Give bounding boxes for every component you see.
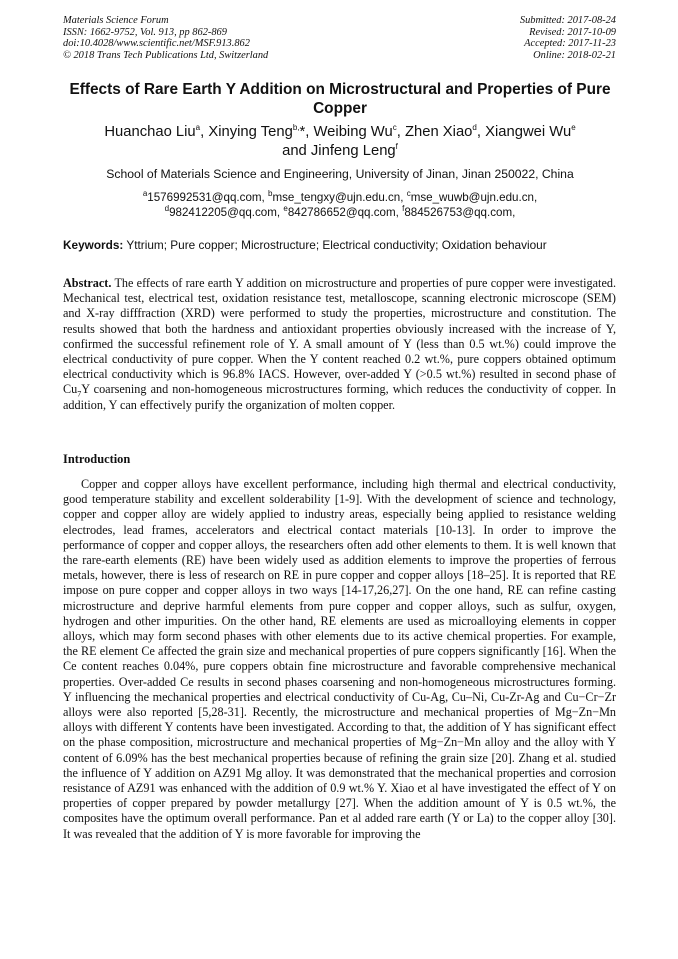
author-affil-mark: d: [472, 123, 477, 133]
author-separator: ,: [200, 124, 209, 140]
author-affil-mark: b,: [292, 123, 300, 133]
paper-title: Effects of Rare Earth Y Addition on Microstructural and Properties of Pure Copper: [69, 81, 611, 117]
email-address: 982412205@qq.com,: [169, 206, 284, 219]
keywords-label: Keywords:: [63, 238, 124, 252]
formula-subscript: 7: [77, 389, 82, 399]
keywords-text: Yttrium; Pure copper; Microstructure; Electrical conductivity; Oxidation behaviour: [123, 238, 547, 252]
abstract: [63, 276, 616, 413]
email-address: mse_tengxy@ujn.edu.cn,: [272, 191, 407, 204]
publication-dates: [396, 15, 616, 61]
abstract-text-continued: Y coarsening and non-homogeneous microstructures forming, which reduces the conductivity of copper. In addition, Y can effectively purify the organization of molten copper.: [63, 382, 616, 412]
abstract-text: The effects of rare earth Y addition on microstructure and properties of pure copper were investigated. Mechanical test, electrical test, oxidation resistance test, metalloscope, scanning electronic microscope (SEM) and X-ray difffraction (XRD) were performed to study the properties, microstructure and constitution. The results showed that both the hardness and antioxidant properties obviously increased with the increase of Y, confirmed the successful refinement role of Y. A small amount of Y (less than 0.5 wt.%) could improve the electrical conductivity of pure copper. When the Y content reached 0.2 wt.%, pure coppers obtained optimum electrical conductivity which is 96.8% IACS. However, over-added Y (>0.5 wt.%) resulted in second phase of Cu: [63, 276, 616, 397]
author-affil-mark: c: [392, 123, 397, 133]
online-date: Online: 2018-02-21: [533, 49, 616, 61]
introduction-heading: Introduction: [63, 452, 131, 466]
doi-line: doi:10.4028/www.scientific.net/MSF.913.862: [63, 38, 250, 50]
author-name: Xiangwei Wu: [485, 124, 572, 140]
keywords-line: [63, 238, 616, 253]
introduction-paragraph: Copper and copper alloys have excellent performance, including high thermal and electrical conductivity, good temperature stability and excellent solderability [1-9]. With the development of science and technology, copper and copper alloy are widely applied to industry areas, especially being applied to resistance welding electrodes, lead frames, accelerators and electrical contact materials [10-13]. In order to improve the performance of copper and copper alloys, the researchers often add other elements to them. It is well known that the rare-earth elements (RE) have been widely used as addition elements to improve the properties of ferrous metals, however, there is less of research on RE in pure copper and copper alloys [18–25]. It is reported that RE impose on pure copper and copper alloys in two ways [14-17,26,27]. On the one hand, RE can refine casting microstructure and deprive harmful elements from pure copper and copper alloys, such as sulfur, oxygen, hydrogen and other impurities. On the other hand, RE elements are used as microalloying elements in copper alloys, which may form second phases with other elements due to its active chemical properties. For example, the RE element Ce affected the grain size and mechanical properties of pure coppers significantly [16]. When the Ce content reaches 0.04%, pure coppers obtain fine microstructure and favorable comprehensive mechanical properties. Over-added Ce results in second phases coarsening and non-homogeneous microstructures forming. Y influencing the mechanical properties and electrical conductivity of Cu-Ag, Cu–Ni, Cu-Zr-Ag and Cu−Cr−Zr alloys were also reported [5,28-31]. Recently, the microstructure and mechanical properties of Mg−Zn−Mn alloys with different Y contents have been investigated. According to that, the addition of Y has significant effect on the phase composition, microstructure and mechanical properties of Mg−Zn−Mn alloy and the alloy with Y content of 6.09% has the best mechanical properties because of refining the grain size [20]. Zhang et al. studied the influence of Y addition on AZ91 Mg alloy. It was demonstrated that the mechanical properties and corrosion resistance of AZ91 was enhanced with the addition of 0.9 wt.% Y. Xiao et al have investigated the effect of Y on properties of copper prepared by powder metallurgy [27]. When the addition amount of Y is 0.5 wt.%, the composites have the optimum overall performance. Pan et al added rare earth (Y or La) to the copper alloy [30]. It was revealed that the addition of Y is more favorable for improving the: [63, 477, 616, 841]
author-separator: *,: [299, 124, 314, 140]
email-mark: d: [164, 204, 170, 214]
revised-date: Revised: 2017-10-09: [529, 26, 616, 38]
journal-name: Materials Science Forum: [63, 15, 169, 26]
email-mark: c: [406, 189, 411, 199]
author-affil-mark: a: [195, 123, 201, 133]
abstract-label: Abstract.: [63, 276, 112, 290]
email-address: mse_wuwb@ujn.edu.cn,: [410, 191, 538, 204]
author-affil-mark: e: [571, 123, 576, 133]
author-affil-mark: f: [395, 142, 398, 152]
email-list: [66, 190, 614, 220]
submitted-date: Submitted: 2017-08-24: [519, 15, 616, 26]
copyright-line: © 2018 Trans Tech Publications Ltd, Switzerland: [63, 49, 269, 61]
email-address: 1576992531@qq.com,: [147, 191, 268, 204]
accepted-date: Accepted: 2017-11-23: [524, 38, 616, 50]
affiliation: School of Materials Science and Engineering, University of Jinan, Jinan 250022, China: [106, 167, 574, 181]
author-name: Huanchao Liu: [104, 124, 196, 140]
author-list: [66, 123, 614, 161]
author-separator: ,: [476, 124, 486, 140]
email-mark: b: [268, 189, 273, 199]
email-address: 884526753@qq.com,: [404, 206, 516, 219]
author-name: Zhen Xiao: [404, 124, 473, 140]
email-mark: a: [142, 189, 148, 199]
author-name: Jinfeng Leng: [310, 143, 396, 159]
email-mark: e: [283, 204, 288, 214]
author-separator: and: [282, 143, 311, 159]
journal-info: [63, 15, 363, 61]
author-separator: ,: [396, 124, 405, 140]
email-address: 842786652@qq.com,: [287, 206, 403, 219]
issn-line: ISSN: 1662-9752, Vol. 913, pp 862-869: [63, 26, 227, 38]
author-name: Weibing Wu: [313, 124, 393, 140]
email-mark: f: [402, 204, 405, 214]
author-name: Xinying Teng: [208, 124, 293, 140]
